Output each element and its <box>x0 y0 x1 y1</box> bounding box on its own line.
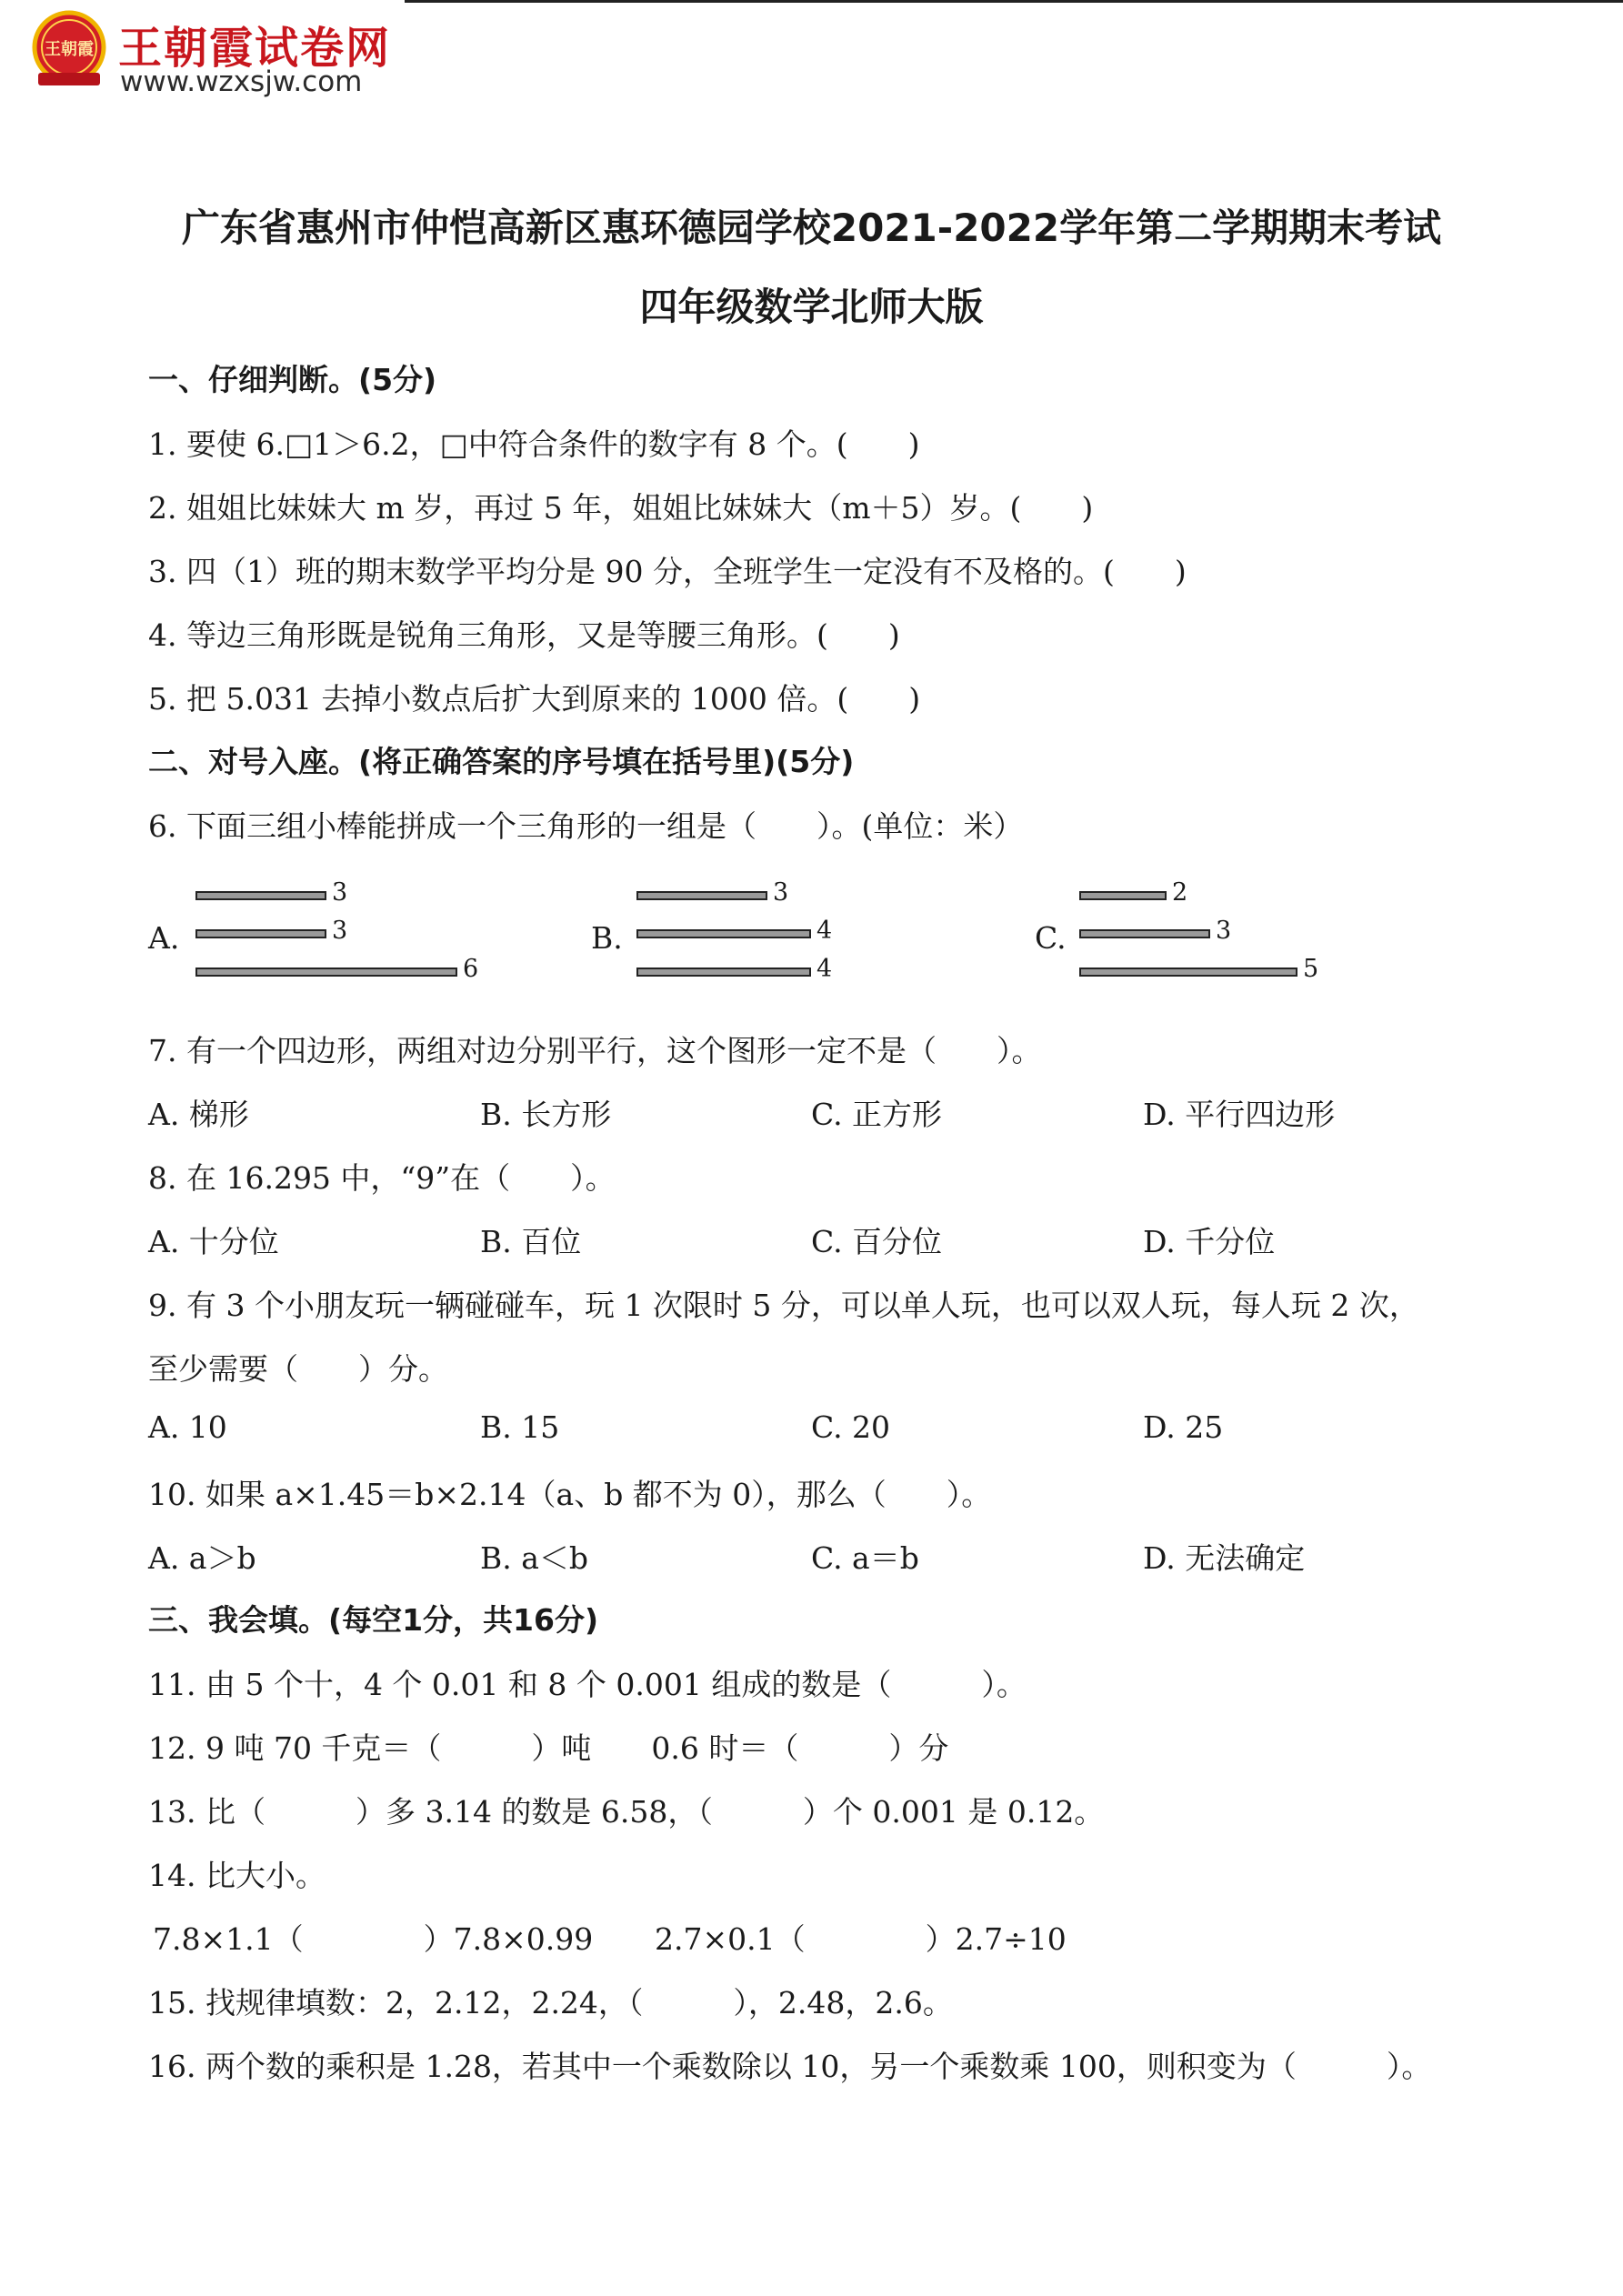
top-divider <box>405 0 1623 3</box>
stick-bar <box>195 968 457 977</box>
stick-length-label: 4 <box>817 917 833 945</box>
question-9-option-a: A. 10 <box>148 1409 227 1445</box>
stick-length-label: 2 <box>1172 878 1188 907</box>
question-14: 14. 比大小。 <box>148 1858 326 1893</box>
stick-length-label: 3 <box>332 878 348 907</box>
question-4: 4. 等边三角形既是锐角三角形，又是等腰三角形。( ) <box>148 617 900 653</box>
question-16: 16. 两个数的乘积是 1.28，若其中一个乘数除以 10，另一个乘数乘 100，则积变为（ ）。 <box>148 2049 1432 2084</box>
question-7: 7. 有一个四边形，两组对边分别平行，这个图形一定不是（ ）。 <box>148 1033 1042 1068</box>
question-6-stick-diagrams <box>0 873 1623 991</box>
exam-title: 广东省惠州市仲恺高新区惠环德园学校2021-2022学年第二学期期末考试 <box>181 206 1442 250</box>
stick-bar <box>636 891 767 900</box>
exam-subtitle: 四年级数学北师大版 <box>639 285 984 329</box>
question-8-option-d: D. 千分位 <box>1143 1224 1276 1259</box>
stick-bar <box>636 968 811 977</box>
site-url[interactable]: www.wzxsjw.com <box>120 65 363 98</box>
stick-length-label: 5 <box>1303 955 1319 983</box>
question-5: 5. 把 5.031 去掉小数点后扩大到原来的 1000 倍。( ) <box>148 681 921 717</box>
section-1-heading: 一、仔细判断。(5分) <box>148 362 437 397</box>
stick-length-label: 3 <box>773 878 789 907</box>
question-7-option-d: D. 平行四边形 <box>1143 1097 1336 1132</box>
stick-length-label: 3 <box>1216 917 1232 945</box>
site-name: 王朝霞试卷网 <box>118 23 392 74</box>
question-9-option-d: D. 25 <box>1143 1409 1224 1445</box>
question-8-option-b: B. 百位 <box>480 1224 582 1259</box>
stick-length-label: 4 <box>817 955 833 983</box>
question-9-line-2: 至少需要（ ）分。 <box>148 1351 448 1387</box>
stick-length-label: 3 <box>332 917 348 945</box>
stick-bar <box>195 929 326 938</box>
question-10-option-c: C. a＝b <box>811 1540 919 1576</box>
question-9-option-c: C. 20 <box>811 1409 891 1445</box>
site-logo-badge <box>27 9 111 93</box>
question-7-option-a: A. 梯形 <box>148 1097 249 1132</box>
question-8-option-c: C. 百分位 <box>811 1224 943 1259</box>
question-6-option-a-letter: A. <box>148 920 180 956</box>
question-6-option-b-letter: B. <box>591 920 623 956</box>
question-10-option-b: B. a＜b <box>480 1540 589 1576</box>
question-1: 1. 要使 6.□1＞6.2，□中符合条件的数字有 8 个。( ) <box>148 426 920 462</box>
question-10: 10. 如果 a×1.45＝b×2.14（a、b 都不为 0），那么（ ）。 <box>148 1477 992 1512</box>
question-13: 13. 比（ ）多 3.14 的数是 6.58，（ ）个 0.001 是 0.12。 <box>148 1794 1105 1830</box>
question-2: 2. 姐姐比妹妹大 m 岁，再过 5 年，姐姐比妹妹大（m＋5）岁。( ) <box>148 490 1094 526</box>
stick-bar <box>636 929 811 938</box>
question-7-option-b: B. 长方形 <box>480 1097 612 1132</box>
question-7-option-c: C. 正方形 <box>811 1097 943 1132</box>
section-2-heading: 二、对号入座。(将正确答案的序号填在括号里)(5分) <box>148 744 855 779</box>
question-8: 8. 在 16.295 中，“9”在（ ）。 <box>148 1160 616 1196</box>
question-6: 6. 下面三组小棒能拼成一个三角形的一组是（ ）。(单位：米） <box>148 808 1024 844</box>
question-10-option-d: D. 无法确定 <box>1143 1540 1306 1576</box>
question-15: 15. 找规律填数：2，2.12，2.24，（ ），2.48，2.6。 <box>148 1985 953 2020</box>
stick-length-label: 6 <box>463 955 479 983</box>
section-3-heading: 三、我会填。(每空1分，共16分) <box>148 1602 599 1638</box>
question-14-compare-a: 7.8×1.1（ ）7.8×0.99 <box>153 1921 594 1957</box>
question-6-option-c-letter: C. <box>1035 920 1067 956</box>
stick-bar <box>1079 968 1297 977</box>
question-12: 12. 9 吨 70 千克＝（ ）吨 0.6 时＝（ ）分 <box>148 1730 949 1766</box>
question-3: 3. 四（1）班的期末数学平均分是 90 分，全班学生一定没有不及格的。( ) <box>148 554 1187 589</box>
question-10-option-a: A. a＞b <box>148 1540 256 1576</box>
stick-bar <box>195 891 326 900</box>
question-8-option-a: A. 十分位 <box>148 1224 279 1259</box>
stick-bar <box>1079 929 1210 938</box>
question-14-compare-b: 2.7×0.1（ ）2.7÷10 <box>655 1921 1067 1957</box>
logo-badge-text: 王朝霞 <box>45 40 94 59</box>
stick-bar <box>1079 891 1167 900</box>
question-9-option-b: B. 15 <box>480 1409 560 1445</box>
question-9-line-1: 9. 有 3 个小朋友玩一辆碰碰车，玩 1 次限时 5 分，可以单人玩，也可以双人玩，每人玩 2 次， <box>148 1288 1419 1323</box>
question-11: 11. 由 5 个十，4 个 0.01 和 8 个 0.001 组成的数是（ ）。 <box>148 1667 1027 1702</box>
